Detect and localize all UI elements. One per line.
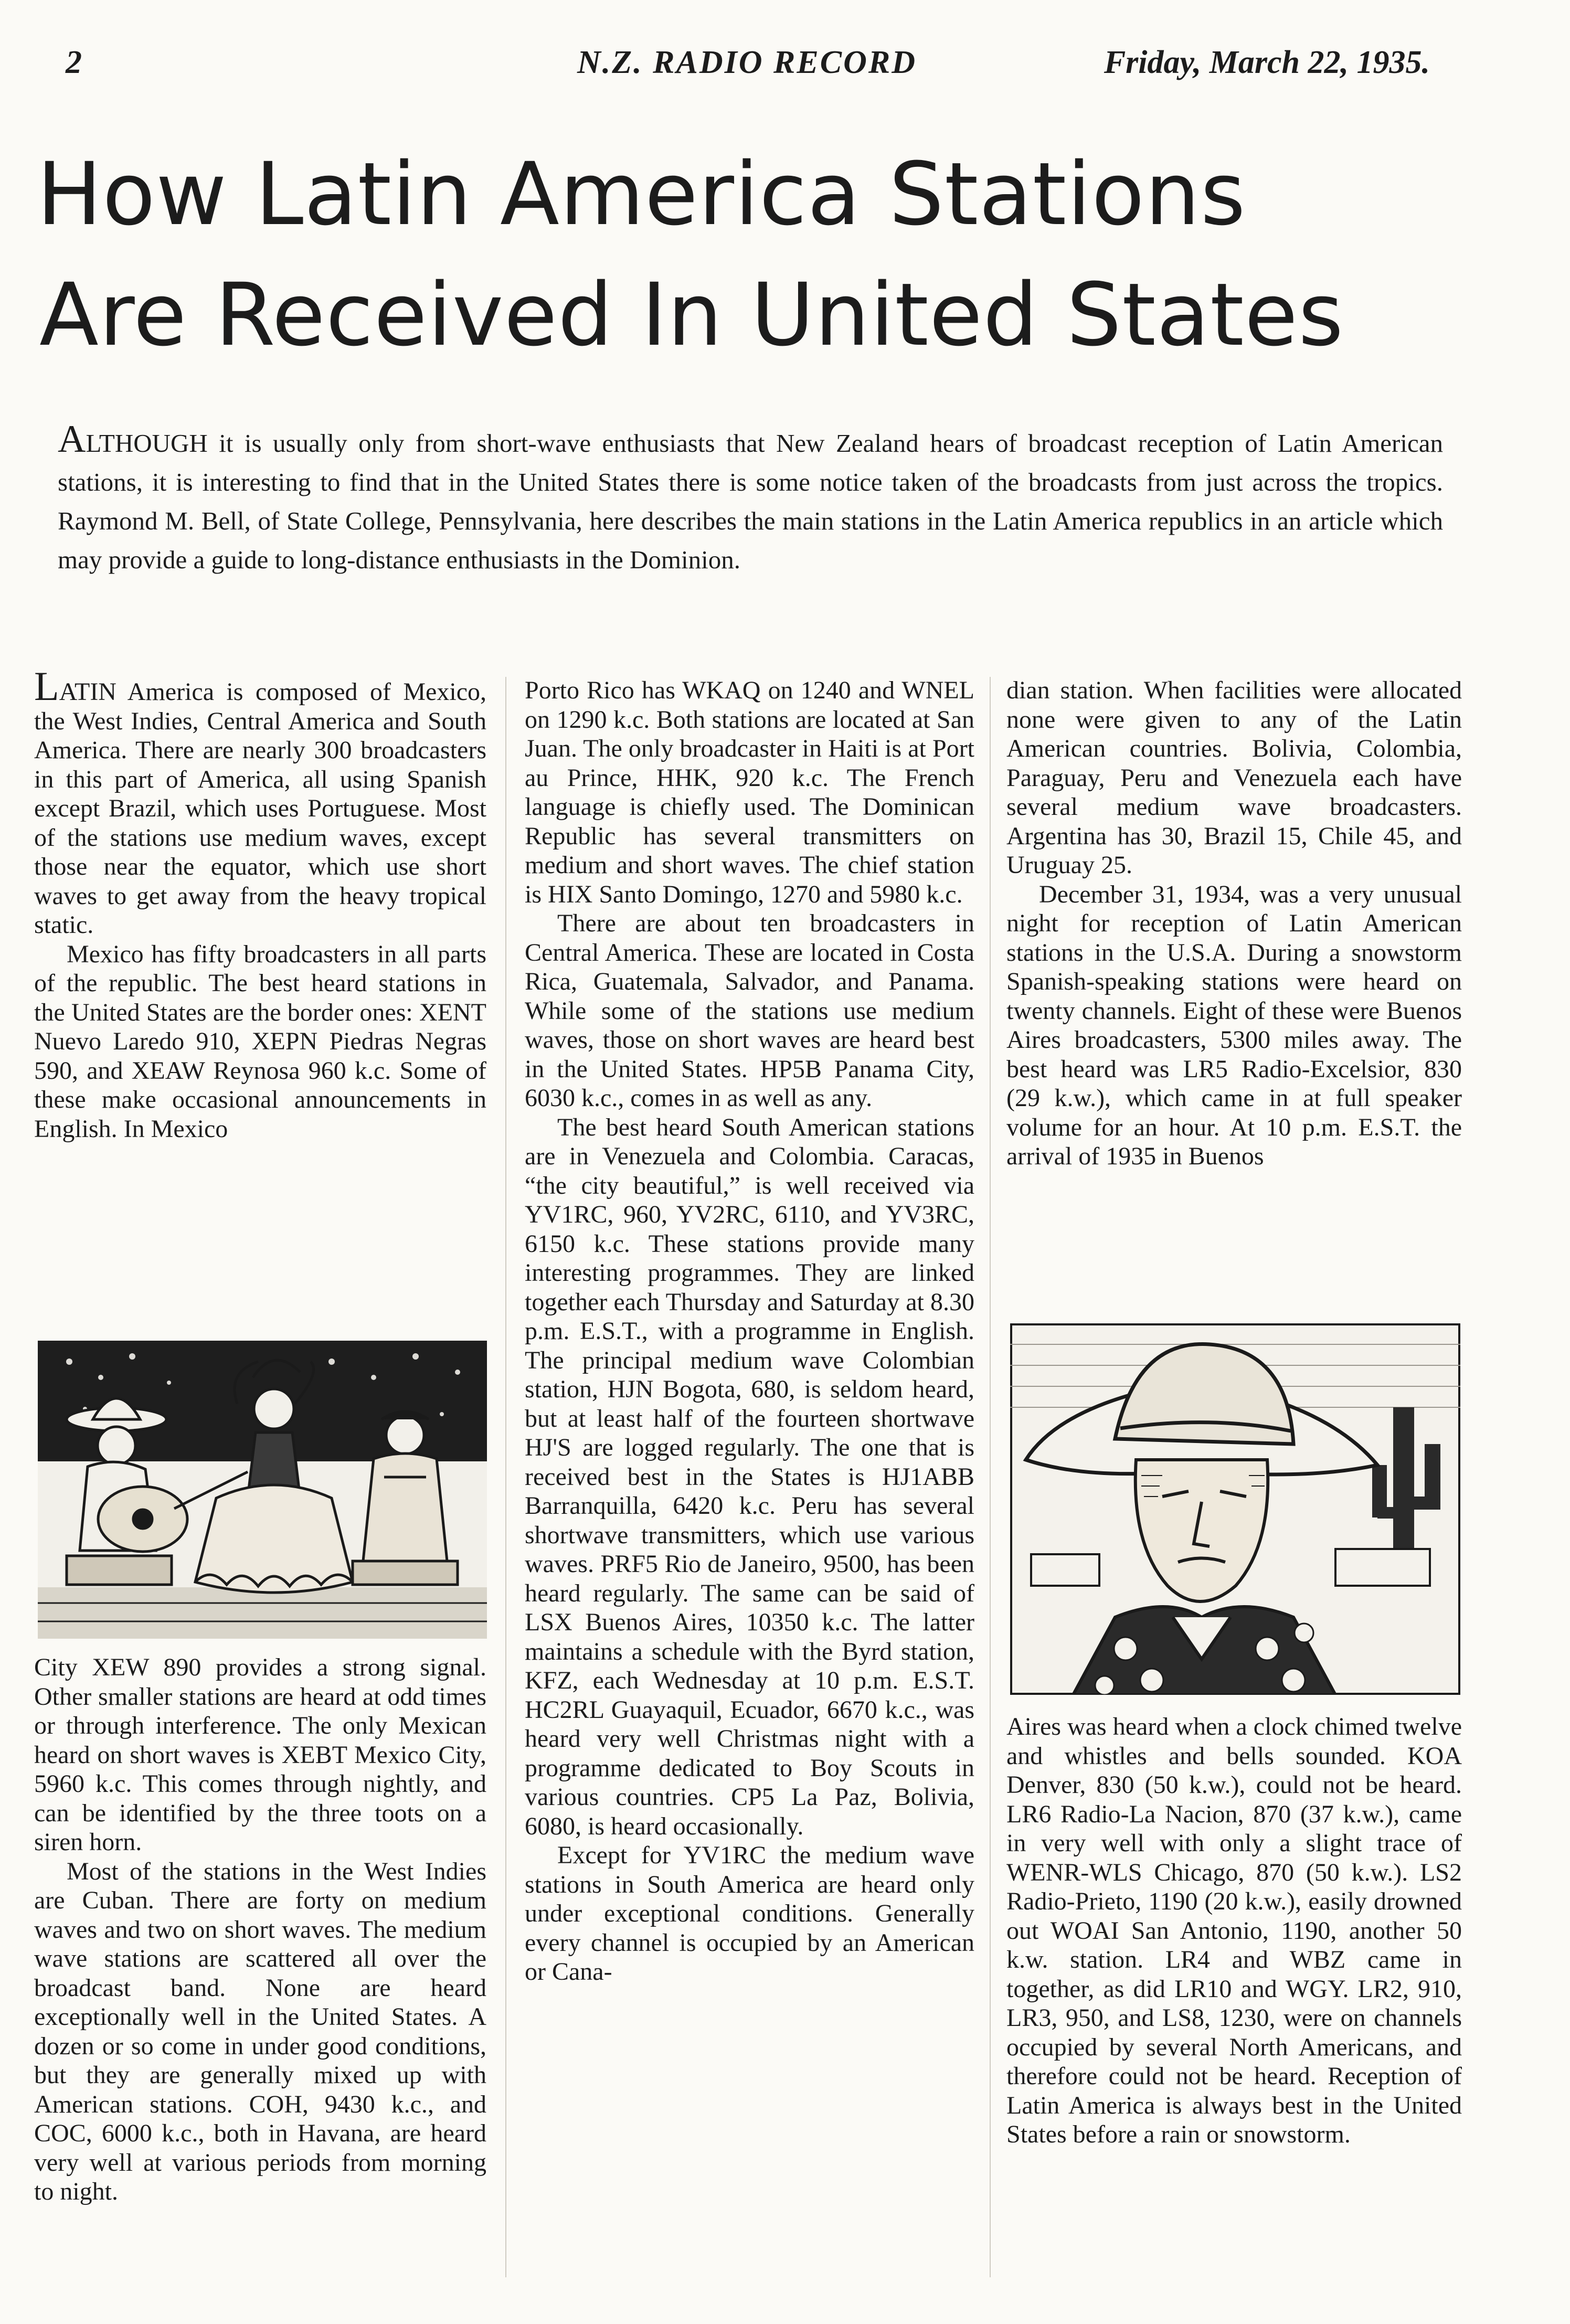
column-rule bbox=[990, 677, 991, 2277]
sombrero-man-illustration bbox=[1010, 1323, 1460, 1695]
paragraph: Porto Rico has WKAQ on 1240 and WNEL on 1290 k.c. Both stations are located at San Juan. The only broadcaster in Haiti is at Port au Prince, HHK, 920 k.c. The French language is chiefly used. The Dominican Republic has several transmitters on medium and short waves. The chief station is HIX Santo Domingo, 1270 and 5980 k.c. bbox=[525, 676, 974, 908]
paragraph bbox=[34, 663, 486, 940]
paragraph: Mexico has fifty broadcasters in all parts of the republic. The best heard stations in the United States are the border ones: XENT Nuevo Laredo 910, XEPN Piedras Negras 590, and XEAW Reynosa 960 k.c. Some of these make occasional announcements in English. In Mexico bbox=[34, 940, 486, 1143]
issue-date: Friday, March 22, 1935. bbox=[1104, 45, 1430, 80]
article-headline bbox=[37, 134, 1469, 375]
standfirst-initial: A bbox=[58, 418, 86, 461]
column-3-top bbox=[1006, 676, 1462, 1171]
column-1-bottom bbox=[34, 1653, 486, 2206]
page-number: 2 bbox=[66, 45, 82, 80]
paragraph: Aires was heard when a clock chimed twelve and whistles and bells sounded. KOA Denver, 830 (50 k.w.), could not be heard. LR6 Radio-La Nacion, 870 (37 k.w.), came in very well with only a slight trace of WENR-WLS Chicago, 870 (50 k.w.). LS2 Radio-Prieto, 1190 (20 k.w.), easily drowned out WOAI San Antonio, 1190, another 50 k.w. station. LR4 and WBZ came in together, as did LR10 and WGY. LR2, 910, LR3, 950, and LS8, 1230, were on channels occupied by several North Americans, and therefore could not be heard. Reception of Latin America is always best in the United States before a rain or snowstorm. bbox=[1006, 1713, 1462, 2148]
drop-cap: L bbox=[34, 663, 59, 709]
column-rule bbox=[505, 677, 506, 2277]
paragraph-text: ATIN America is composed of Mexico, the West Indies, Central America and South America. There are nearly 300 broadcasters in this part of America, all using Spanish except Brazil, which uses Portuguese. Most of the stations use medium waves, except those near the equator, which use short waves to get away from the heavy tropical static. bbox=[34, 678, 486, 939]
paragraph: Except for YV1RC the medium wave stations in South America are heard only under exceptional conditions. Generally every channel is occupied by an American or Cana- bbox=[525, 1841, 974, 1986]
publication-name: N.Z. RADIO RECORD bbox=[577, 45, 917, 80]
paragraph: dian station. When facilities were allocated none were given to any of the Latin American countries. Bolivia, Colombia, Paraguay, Peru and Venezuela each have several medium wave broadcasters. Argentina has 30, Brazil 15, Chile 45, and Uruguay 25. bbox=[1006, 676, 1462, 879]
running-head bbox=[50, 37, 1430, 89]
column-3-bottom bbox=[1006, 1712, 1462, 2149]
paragraph: There are about ten broadcasters in Central America. These are located in Costa Rica, Guatemala, Salvador, and Panama. While some of the stations use medium waves, those on short waves are heard best in the United States. HP5B Panama City, 6030 k.c., comes in as well as any. bbox=[525, 909, 974, 1112]
column-1-top bbox=[34, 663, 486, 1143]
paragraph: The best heard South American stations are in Venezuela and Colombia. Caracas, “the city beautiful,” is well received via YV1RC, 960, YV2RC, 6110, and YV3RC, 6150 k.c. These stations provide many interesting programmes. They are linked together each Thursday and Saturday at 8.30 p.m. E.S.T., with a programme in English. The principal medium wave Colombian station, HJN Bogota, 680, is seldom heard, but at least half of the fourteen shortwave HJ'S are logged regularly. The one that is received best in the States is HJ1ABB Barranquilla, 6420 k.c. Peru has several shortwave transmitters, which use various waves. PRF5 Rio de Janeiro, 9500, has been heard regularly. The same can be said of LSX Buenos Aires, 10350 k.c. The latter maintains a schedule with the Byrd station, KFZ, each Wednesday at 10 p.m. E.S.T. HC2RL Guayaquil, Ecuador, 6670 k.c., was heard very well Christmas night with a programme dedicated to Boy Scouts in various countries. CP5 La Paz, Bolivia, 6080, is heard occasionally. bbox=[525, 1113, 974, 1840]
headline-line-1: How Latin America Stations bbox=[37, 144, 1246, 245]
paragraph: Most of the stations in the West Indies are Cuban. There are forty on medium waves and two on short waves. The medium wave stations are scattered all over the broadcast band. None are heard exceptionally well in the United States. A dozen or so come in under good conditions, but they are generally mixed up with American stations. COH, 9430 k.c., and COC, 6000 k.c., both in Havana, are heard very well at various periods from morning to night. bbox=[34, 1857, 486, 2205]
standfirst bbox=[58, 420, 1443, 579]
headline-line-2: Are Received In United States bbox=[39, 264, 1344, 365]
dancers-illustration bbox=[38, 1341, 487, 1639]
standfirst-text: LTHOUGH it is usually only from short-wave enthusiasts that New Zealand hears of broadcast reception of Latin American stations, it is interesting to find that in the United States there is some notice taken of the broadcasts from just across the tropics. Raymond M. Bell, of State College, Pennsylvania, here describes the main stations in the Latin America republics in an article which may provide a guide to long-distance enthusiasts in the Dominion. bbox=[58, 429, 1443, 574]
paragraph: December 31, 1934, was a very unusual night for reception of Latin American stations in the U.S.A. During a snowstorm Spanish-speaking stations were heard on twenty channels. Eight of these were Buenos Aires broadcasters, 5300 miles away. The best heard was LR5 Radio-Excelsior, 830 (29 k.w.), which came in at full speaker volume for an hour. At 10 p.m. E.S.T. the arrival of 1935 in Buenos bbox=[1006, 880, 1462, 1170]
paragraph: City XEW 890 provides a strong signal. Other smaller stations are heard at odd times or through interference. The only Mexican heard on short waves is XEBT Mexico City, 5960 k.c. This comes through nightly, and can be identified by the three toots on a siren horn. bbox=[34, 1653, 486, 1856]
column-2 bbox=[525, 676, 974, 1987]
